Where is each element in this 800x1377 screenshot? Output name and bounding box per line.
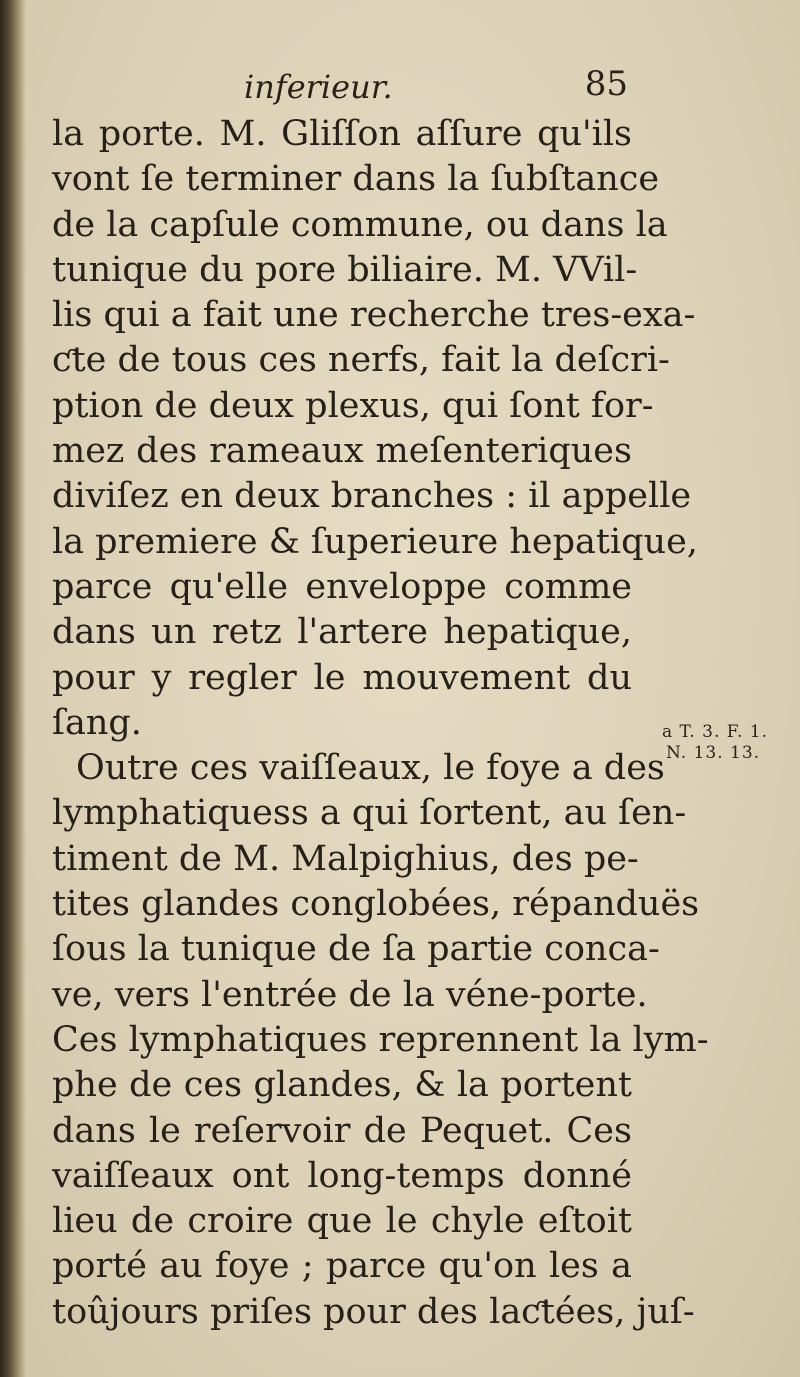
text-line: vont ſe terminer dans la ſubſtance <box>52 159 660 200</box>
text-line: pour y regler le mouvement du <box>52 657 632 698</box>
page-number: 85 <box>584 64 628 104</box>
marginal-note-line: a T. 3. F. 1. <box>662 722 768 742</box>
text-line: ſous la tunique de ſa partie conca- <box>52 929 660 970</box>
text-line: phe de ces glandes, & la portent <box>52 1065 632 1106</box>
text-line: diviſez en deux branches : il appelle <box>52 476 692 517</box>
text-line: vaiſſeaux ont long-temps donné <box>52 1155 632 1196</box>
text-line: de la capſule commune, ou dans la <box>52 204 668 245</box>
text-line: lymphatiquess a qui ſortent, au ſen- <box>52 793 687 834</box>
text-line: tites glandes conglobées, répanduës <box>52 884 700 925</box>
paragraph-end-line: ſang. <box>52 702 142 743</box>
text-line: la premiere & ſuperieure hepatique, <box>52 521 698 562</box>
text-line: ve, vers l'entrée de la véne-porte. <box>52 974 648 1015</box>
running-head: inferieur. <box>244 68 393 106</box>
page-header <box>52 64 628 110</box>
text-line: ƈte de tous ces nerfs, fait la deſcri- <box>52 340 670 381</box>
text-line: Ces lymphatiques reprennent la lym- <box>52 1019 709 1060</box>
paragraph-start-line: Outre ces vaiſſeaux, le foye a des <box>76 748 665 789</box>
text-line: ption de deux plexus, qui ſont for- <box>52 385 654 426</box>
text-line: parce qu'elle enveloppe comme <box>52 566 632 607</box>
marginal-note-line: N. 13. 13. <box>666 743 761 763</box>
text-line: la porte. M. Gliſſon aſſure qu'ils <box>52 114 632 154</box>
body-text <box>52 112 709 1335</box>
text-line: tunique du pore biliaire. M. VVil- <box>52 249 638 290</box>
text-line: lis qui a fait une recherche tres-exa- <box>52 295 696 336</box>
text-line: dans un retz l'artere hepatique, <box>52 612 632 653</box>
text-line: timent de M. Malpighius, des pe- <box>52 838 639 879</box>
text-line: toûjours priſes pour des laƈtées, juſ- <box>52 1291 695 1332</box>
text-line: porté au foye ; parce qu'on les a <box>52 1246 632 1287</box>
marginal-note <box>662 722 792 764</box>
text-line: dans le reſervoir de Pequet. Ces <box>52 1110 632 1151</box>
text-line: lieu de croire que le chyle eſtoit <box>52 1201 632 1242</box>
text-line: mez des rameaux meſenteriques <box>52 431 632 472</box>
page-gutter-shadow <box>0 0 26 1377</box>
